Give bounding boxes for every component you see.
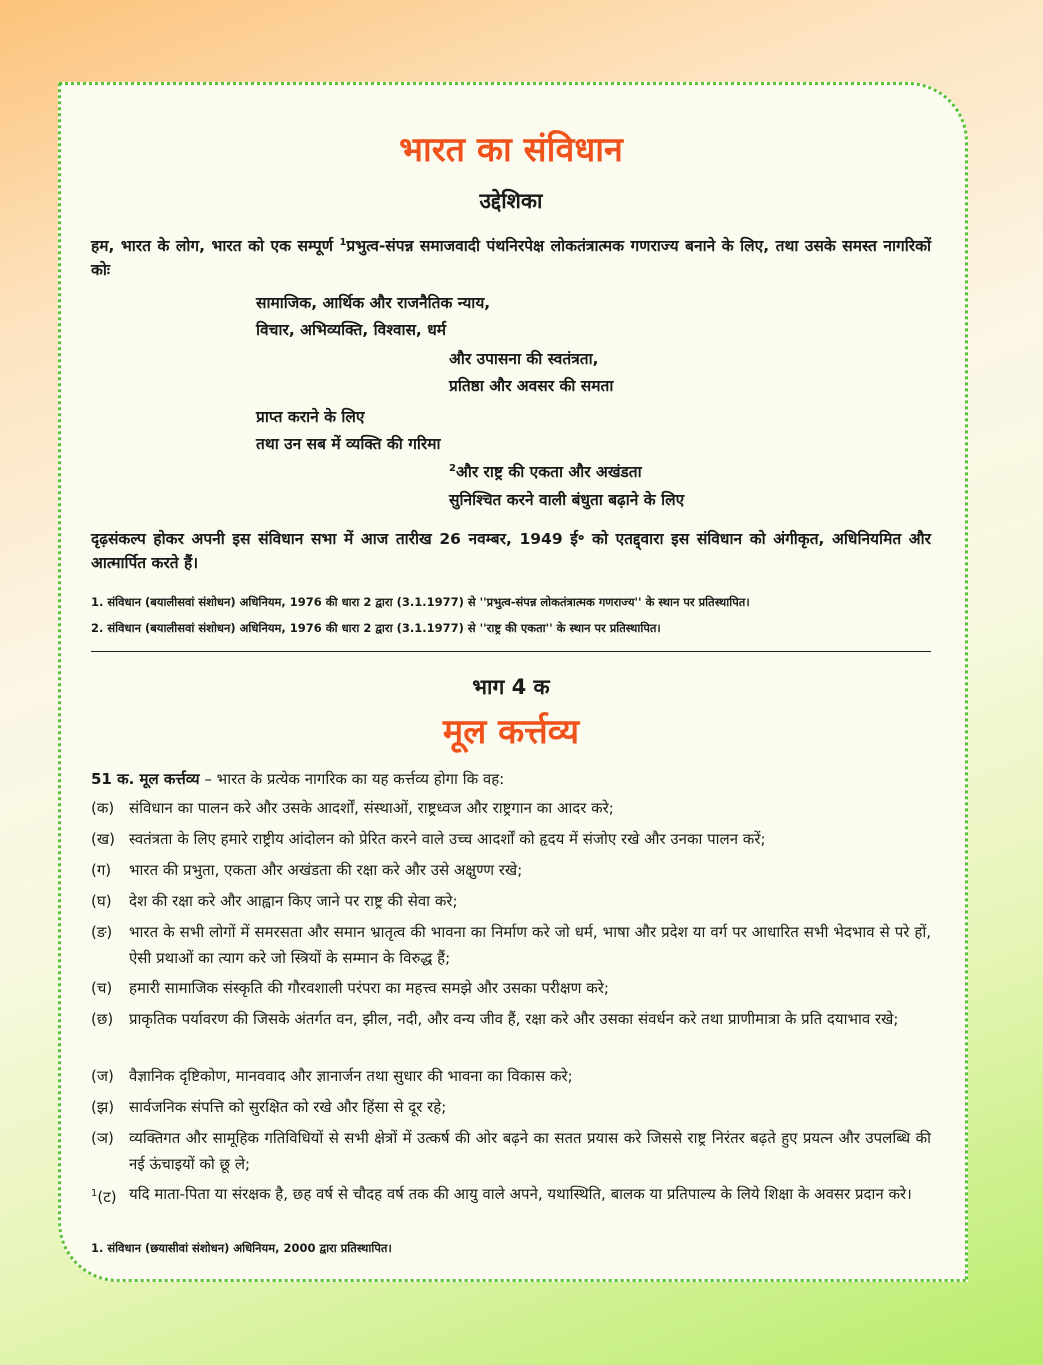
preamble-line: सुनिश्चित करने वाली बंधुता बढ़ाने के लिए: [449, 491, 685, 509]
preamble-line: प्रतिष्ठा और अवसर की समता: [449, 377, 614, 395]
duties-intro: 51 क. मूल कर्त्तव्य – भारत के प्रत्येक नागरिक का यह कर्त्तव्य होगा कि वह:: [91, 770, 505, 788]
preamble-line: $^2$और राष्ट्र की एकता और अखंडता: [449, 462, 642, 481]
preamble-line: सामाजिक, आर्थिक और राजनैतिक न्याय,: [256, 294, 491, 312]
preamble-footnote: 2. संविधान (बयालीसवां संशोधन) अधिनियम, 1976 की धारा 2 द्वारा (3.1.1977) से ''राष्ट्र की एकता'' के स्थान पर प्रतिस्थापित।: [91, 621, 661, 635]
preamble-subtitle: उद्देशिका: [479, 189, 543, 213]
duties-title: मूल कर्त्तव्य: [442, 712, 580, 752]
preamble-footnote: 1. संविधान (बयालीसवां संशोधन) अधिनियम, 1976 की धारा 2 द्वारा (3.1.1977) से ''प्रभुत्व-संपन्न लोकतंत्रात्मक गणराज्य'' के स्थान पर प्रतिस्थापित।: [91, 595, 750, 609]
preamble-line: तथा उन सब में व्यक्ति की गरिमा: [256, 435, 441, 453]
duty-item: (छ) प्राकृतिक पर्यावरण की जिसके अंतर्गत वन, झील, नदी, और वन्य जीव हैं, रक्षा करे और उसका संवर्धन करे तथा प्राणीमात्रा के प्रति दयाभाव रखे;: [91, 1010, 899, 1028]
duty-item: (ञ) व्यक्तिगत और सामूहिक गतिविधियों से सभी क्षेत्रों में उत्कर्ष की ओर बढ़ने का सतत प्रयास करे जिससे राष्ट्र निरंतर बढ़ते हुए प्रयत्न और उपलब्धि की नई ऊंचाइयों को छू ले;: [91, 1129, 931, 1173]
duty-item: (घ) देश की रक्षा करे और आह्वान किए जाने पर राष्ट्र की सेवा करे;: [91, 892, 458, 910]
page-frame: [58, 82, 968, 1282]
duty-item: (ङ) भारत के सभी लोगों में समरसता और समान भ्रातृत्व की भावना का निर्माण करे जो धर्म, भाषा और प्रदेश या वर्ग पर आधारित सभी भेदभाव से परे हों, ऐसी प्रथाओं का त्याग करे जो स्त्रियों के सम्मान के विरुद्ध हैं;: [91, 923, 931, 967]
duty-item: (ख) स्वतंत्रता के लिए हमारे राष्ट्रीय आंदोलन को प्रेरित करने वाले उच्च आदर्शों को हृदय में संजोए रखे और उनका पालन करें;: [91, 830, 766, 848]
duties-footnote: 1. संविधान (छयासीवां संशोधन) अधिनियम, 2000 द्वारा प्रतिस्थापित।: [91, 1241, 392, 1255]
duty-item: (क) संविधान का पालन करे और उसके आदर्शों, संस्थाओं, राष्ट्रध्वज और राष्ट्रगान का आदर करे;: [91, 799, 614, 817]
duty-item: (ग) भारत की प्रभुता, एकता और अखंडता की रक्षा करे और उसे अक्षुण्ण रखे;: [91, 861, 523, 879]
preamble-title: भारत का संविधान: [399, 130, 623, 170]
duty-item: (ज) वैज्ञानिक दृष्टिकोण, मानववाद और ज्ञानार्जन तथा सुधार की भावना का विकास करे;: [91, 1067, 573, 1085]
duty-item: (झ) सार्वजनिक संपत्ति को सुरक्षित को रखे और हिंसा से दूर रहे;: [91, 1098, 447, 1116]
duty-item: (च) हमारी सामाजिक संस्कृति की गौरवशाली परंपरा का महत्त्व समझे और उसका परीक्षण करे;: [91, 979, 609, 997]
preamble-line: और उपासना की स्वतंत्रता,: [449, 350, 599, 368]
duty-item: $^1$(ट) यदि माता-पिता या संरक्षक है, छह वर्ष से चौदह वर्ष तक की आयु वाले अपने, यथास्थिति, बालक या प्रतिपाल्य के लिये शिक्षा के अवसर प्रदान करे।: [91, 1185, 912, 1206]
preamble-line: प्राप्त कराने के लिए: [256, 408, 365, 426]
preamble-closing: दृढ़संकल्प होकर अपनी इस संविधान सभा में आज तारीख 26 नवम्बर, 1949 ई॰ को एतद्द्वारा इस संविधान को अंगीकृत, अधिनियमित और आत्मार्पित करते हैं।: [91, 530, 931, 572]
preamble-line: विचार, अभिव्यक्ति, विश्वास, धर्म: [256, 321, 447, 339]
section-divider: [91, 651, 931, 652]
duties-part-heading: भाग 4 क: [472, 675, 550, 699]
preamble-intro: हम, भारत के लोग, भारत को एक सम्पूर्ण $^1$प्रभुत्व-संपन्न समाजवादी पंथनिरपेक्ष लोकतंत्रात्मक गणराज्य बनाने के लिए, तथा उसके समस्त नागरिकों कोः: [91, 237, 931, 280]
